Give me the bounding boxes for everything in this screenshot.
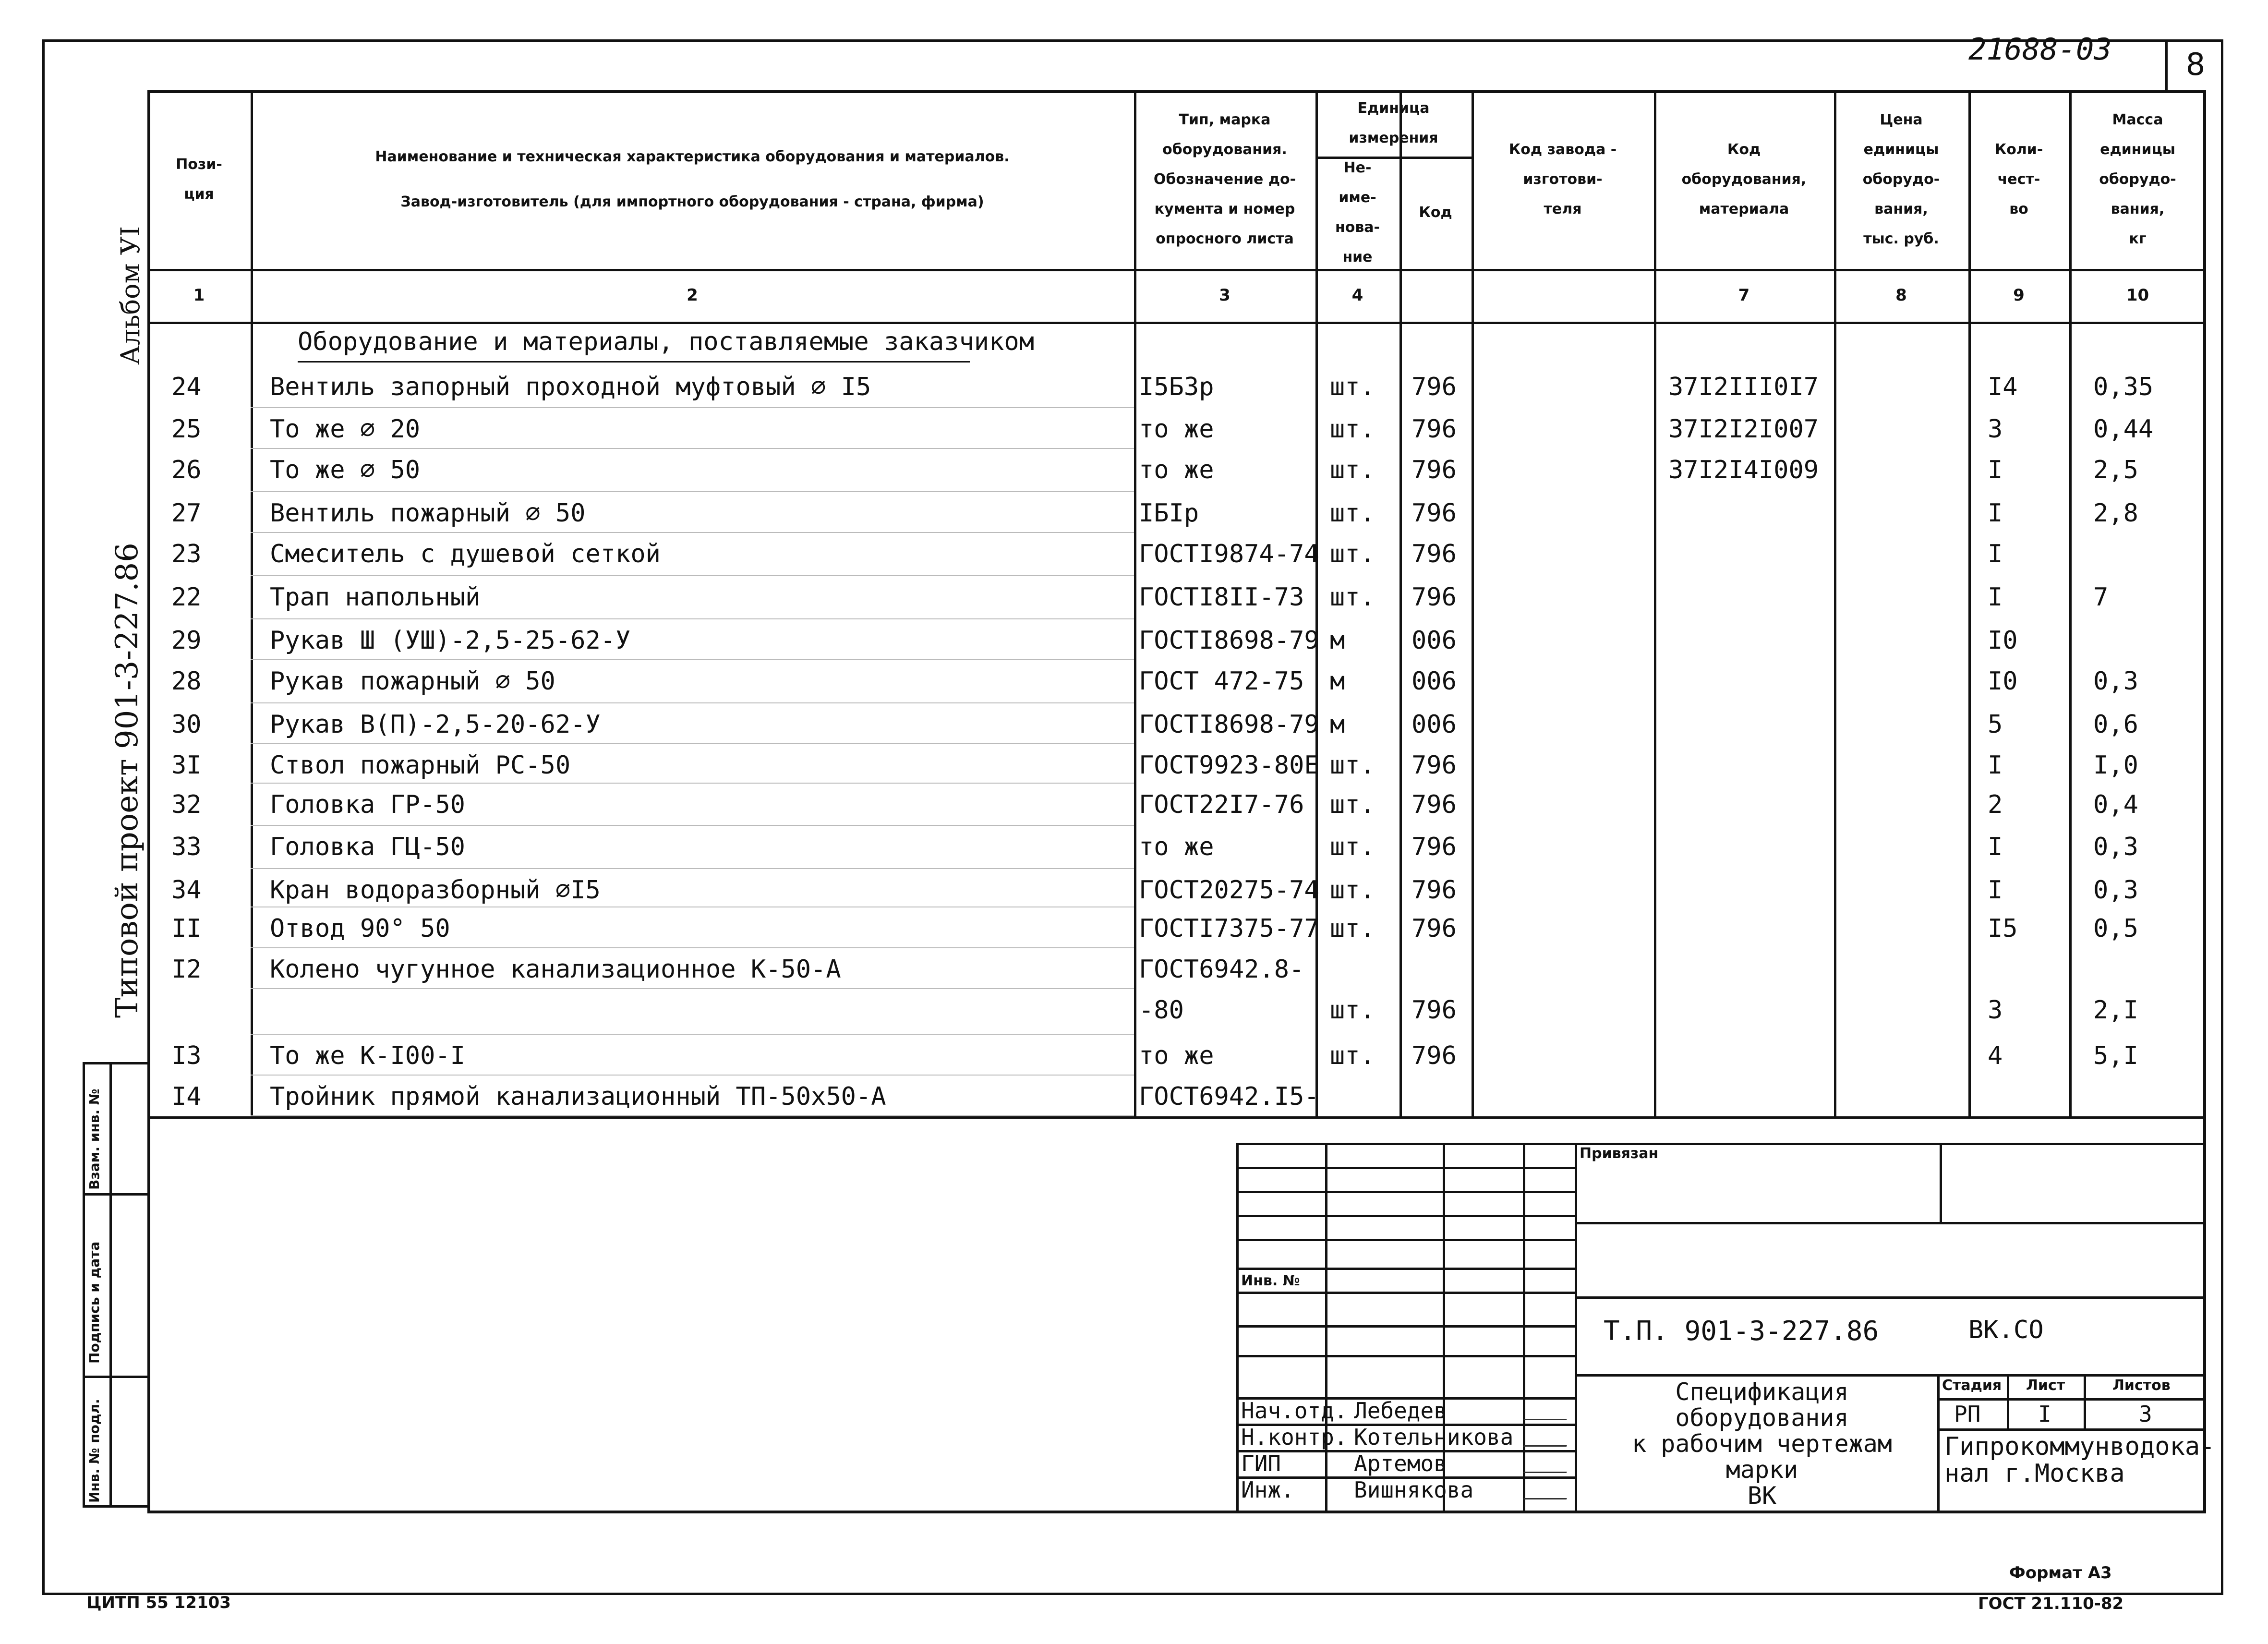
table-cell-type: ГОСТI9874-74 xyxy=(1139,540,1319,568)
signer-role: Н.контр. xyxy=(1241,1424,1348,1450)
table-cell-pos: 22 xyxy=(171,583,202,612)
table-cell-mass: 0,3 xyxy=(2093,876,2138,905)
table-cell-type: ГОСТ9923-80Е xyxy=(1139,751,1319,780)
stamp-line xyxy=(1236,1215,1575,1217)
table-cell-unit: м xyxy=(1330,710,1345,739)
table-cell-name: Головка ГЦ-50 xyxy=(270,833,465,861)
table-cell-type: I5Б3р xyxy=(1139,373,1214,401)
stamp-sheet-value: I xyxy=(2038,1401,2051,1427)
table-cell-type: то же xyxy=(1139,456,1214,484)
table-cell-mass: 2,I xyxy=(2093,996,2138,1025)
stamp-line xyxy=(1575,1374,2206,1377)
table-cell-type: ГОСТ6942.8- xyxy=(1139,955,1304,984)
table-row-line xyxy=(251,407,1134,408)
album-label: Альбом УI xyxy=(115,226,145,365)
stamp-line xyxy=(1236,1191,1575,1193)
table-cell-ucode: 796 xyxy=(1411,583,1457,612)
section-title-underline xyxy=(298,361,970,363)
format-label: Формат А3 xyxy=(2009,1563,2112,1583)
stamp-line xyxy=(1937,1374,1940,1513)
table-cell-ucode: 796 xyxy=(1411,833,1457,861)
table-cell-unit: шт. xyxy=(1330,540,1375,568)
table-cell-qty: 4 xyxy=(1988,1041,2003,1070)
stamp-line xyxy=(1236,1167,1575,1169)
signature-mark xyxy=(1523,1480,1574,1499)
table-cell-qty: 3 xyxy=(1988,996,2003,1025)
table-cell-ucode: 796 xyxy=(1411,914,1457,943)
table-cell-mass: 0,3 xyxy=(2093,667,2138,696)
table-row-line xyxy=(251,1034,1134,1035)
stamp-project-text: Т.П. 901-3-227.86 xyxy=(1604,1316,1879,1347)
stamp-stage-value: РП xyxy=(1954,1401,1981,1427)
stamp-line xyxy=(1575,1143,1577,1513)
stamp-line xyxy=(1575,1222,2206,1224)
signer-name: Артемов xyxy=(1354,1451,1447,1476)
table-cell-name: Кран водоразборный ∅I5 xyxy=(270,876,601,905)
table-cell-name: То же ∅ 20 xyxy=(270,415,421,444)
table-cell-pos: 24 xyxy=(171,373,202,401)
table-cell-mcode: 37I2I2I007 xyxy=(1668,415,1819,444)
stamp-project xyxy=(1604,1316,1879,1347)
table-cell-type: то же xyxy=(1139,833,1214,861)
table-cell-unit: шт. xyxy=(1330,373,1375,401)
table-cell-ucode: 796 xyxy=(1411,373,1457,401)
table-cell-ucode: 796 xyxy=(1411,499,1457,528)
table-cell-qty: I0 xyxy=(1988,667,2018,696)
signer-role: Нач.отд. xyxy=(1241,1398,1348,1424)
table-row-line xyxy=(251,659,1134,660)
side-stamp-replace-inv: Взам. инв. № xyxy=(86,1088,102,1190)
table-row-line xyxy=(251,448,1134,449)
table-cell-name: Колено чугунное канализационное К-50-А xyxy=(270,955,841,984)
table-cell-unit: шт. xyxy=(1330,415,1375,444)
table-row-line xyxy=(251,947,1134,948)
header-quantity: Коли- чест- во xyxy=(1994,141,2043,218)
column-number: 9 xyxy=(2013,286,2025,305)
table-cell-type: -80 xyxy=(1139,996,1184,1025)
table-cell-ucode: 006 xyxy=(1411,667,1457,696)
table-cell-mass: 7 xyxy=(2093,583,2109,612)
table-cell-mass: 0,3 xyxy=(2093,833,2138,861)
table-cell-ucode: 796 xyxy=(1411,876,1457,905)
side-stamp-signature-date: Подпись и дата xyxy=(86,1241,102,1364)
table-row-line xyxy=(251,1115,1134,1116)
table-cell-qty: I xyxy=(1988,583,2003,612)
signer-name: Лебедев xyxy=(1354,1398,1447,1424)
table-row-line xyxy=(251,491,1134,492)
table-cell-pos: 28 xyxy=(171,667,202,696)
header-unit-name: Не- име- нова- ние xyxy=(1335,159,1380,266)
column-number xyxy=(1472,269,1654,322)
table-cell-pos: I2 xyxy=(171,955,202,984)
signer-name: Котельникова xyxy=(1354,1424,1514,1450)
table-cell-mass: 5,I xyxy=(2093,1041,2138,1070)
table-cell-type: ГОСТI8II-73 xyxy=(1139,583,1304,612)
stamp-line xyxy=(1236,1292,1575,1294)
table-cell-qty: I4 xyxy=(1988,373,2018,401)
table-cell-unit: шт. xyxy=(1330,790,1375,819)
header-type: Тип, марка оборудования. Обозначение до- кумента и номер опросного листа xyxy=(1153,111,1296,247)
side-stamp-orig-inv: Инв. № подл. xyxy=(86,1399,102,1503)
table-cell-pos: 27 xyxy=(171,499,202,528)
project-side-label: Типовой проект 901-3-227.86 xyxy=(109,543,145,1018)
table-cell-name: Вентиль пожарный ∅ 50 xyxy=(270,499,586,528)
table-cell-type: ГОСТ6942.I5- xyxy=(1139,1082,1319,1111)
table-cell-type: ГОСТI8698-79 xyxy=(1139,626,1319,655)
section-title: Оборудование и материалы, поставляемые заказчиком xyxy=(298,327,1035,356)
table-cell-qty: I5 xyxy=(1988,914,2018,943)
table-cell-pos: 3I xyxy=(171,751,202,780)
table-cell-qty: 3 xyxy=(1988,415,2003,444)
table-row-line xyxy=(251,532,1134,533)
column-number: 2 xyxy=(687,286,698,305)
table-row-line xyxy=(251,743,1134,744)
table-cell-unit: шт. xyxy=(1330,751,1375,780)
table-cell-mass: 0,6 xyxy=(2093,710,2138,739)
table-cell-ucode: 796 xyxy=(1411,415,1457,444)
stamp-inv-label: Инв. № xyxy=(1241,1272,1300,1289)
table-cell-unit: шт. xyxy=(1330,499,1375,528)
table-cell-qty: I xyxy=(1988,456,2003,484)
table-cell-unit: шт. xyxy=(1330,996,1375,1025)
stamp-line xyxy=(1940,1143,1942,1224)
stamp-privyazan-label: Привязан xyxy=(1580,1145,1659,1162)
bottom-left-code: ЦИТП 55 12103 xyxy=(86,1593,231,1612)
header-position: Пози- ция xyxy=(176,156,222,203)
table-cell-ucode: 006 xyxy=(1411,710,1457,739)
signature-mark xyxy=(1523,1454,1574,1473)
table-cell-qty: I xyxy=(1988,833,2003,861)
table-cell-name: Тройник прямой канализационный ТП-50х50-А xyxy=(270,1082,886,1111)
stamp-line xyxy=(1236,1268,1575,1270)
table-cell-unit: шт. xyxy=(1330,914,1375,943)
table-cell-pos: I3 xyxy=(171,1041,202,1070)
table-cell-mcode: 37I2III0I7 xyxy=(1668,373,1819,401)
header-plant-code: Код завода - изготови- теля xyxy=(1508,141,1617,218)
signer-role: Инж. xyxy=(1241,1477,1294,1503)
table-cell-qty: I xyxy=(1988,499,2003,528)
table-cell-qty: I xyxy=(1988,751,2003,780)
table-cell-ucode: 796 xyxy=(1411,540,1457,568)
header-material-code: Код оборудования, материала xyxy=(1681,141,1807,218)
table-cell-ucode: 796 xyxy=(1411,1041,1457,1070)
table-cell-pos: 25 xyxy=(171,415,202,444)
stamp-code: ВК.СО xyxy=(1968,1316,2044,1344)
table-cell-type: ГОСТI7375-77 xyxy=(1139,914,1319,943)
table-cell-type: IБIр xyxy=(1139,499,1199,528)
table-cell-unit: шт. xyxy=(1330,833,1375,861)
table-cell-mass: 0,4 xyxy=(2093,790,2138,819)
table-cell-qty: 5 xyxy=(1988,710,2003,739)
stamp-line xyxy=(1937,1428,2206,1431)
table-cell-unit: м xyxy=(1330,667,1345,696)
table-cell-type: ГОСТ22I7-76 xyxy=(1139,790,1304,819)
table-cell-name: Ствол пожарный РС-50 xyxy=(270,751,571,780)
column-number: 10 xyxy=(2126,286,2149,305)
side-stamp-divider xyxy=(109,1062,112,1508)
table-cell-name: Отвод 90° 50 xyxy=(270,914,450,943)
table-cell-type: то же xyxy=(1139,1041,1214,1070)
stamp-line xyxy=(1937,1398,2206,1401)
stamp-sheets-label: Листов xyxy=(2112,1377,2171,1394)
header-unit-code: Код xyxy=(1419,204,1452,221)
document-number: 21688-03 xyxy=(1968,32,2112,67)
stamp-line xyxy=(1325,1143,1327,1513)
table-row-line xyxy=(251,783,1134,784)
table-cell-ucode: 796 xyxy=(1411,751,1457,780)
column-number: 1 xyxy=(193,286,205,305)
signer-name: Вишнякова xyxy=(1354,1477,1474,1503)
table-cell-ucode: 796 xyxy=(1411,996,1457,1025)
stamp-line xyxy=(1236,1355,1575,1357)
table-cell-name: Трап напольный xyxy=(270,583,481,612)
stamp-line xyxy=(1523,1143,1525,1513)
sheet-corner-box xyxy=(2165,39,2223,90)
signature-mark xyxy=(1523,1401,1574,1420)
table-cell-name: Смеситель с душевой сеткой xyxy=(270,540,661,568)
header-mass: Масса единицы оборудо- вания, кг xyxy=(2099,111,2176,247)
table-row-line xyxy=(251,825,1134,826)
side-stamp-divider xyxy=(83,1376,150,1378)
table-cell-name: То же К-I00-I xyxy=(270,1041,465,1070)
stamp-line xyxy=(2007,1374,2009,1428)
table-row-line xyxy=(251,618,1134,619)
table-cell-type: ГОСТ20275-74 xyxy=(1139,876,1319,905)
column-number: 4 xyxy=(1351,286,1363,305)
table-cell-pos: 29 xyxy=(171,626,202,655)
table-cell-pos: 30 xyxy=(171,710,202,739)
signer-role: ГИП xyxy=(1241,1451,1281,1476)
side-stamp-divider xyxy=(83,1193,150,1196)
table-row-line xyxy=(251,1075,1134,1076)
table-cell-pos: 32 xyxy=(171,790,202,819)
table-cell-qty: I xyxy=(1988,540,2003,568)
table-cell-name: Вентиль запорный проходной муфтовый ∅ I5 xyxy=(270,373,871,401)
table-row-line xyxy=(251,988,1134,989)
header-name: Наименование и техническая характеристика оборудования и материалов. Завод-изготовитель (для импортного оборудования - страна, фирма) xyxy=(375,148,1010,210)
column-number: 3 xyxy=(1219,286,1231,305)
table-cell-name: То же ∅ 50 xyxy=(270,456,421,484)
table-cell-unit: шт. xyxy=(1330,583,1375,612)
table-cell-pos: 34 xyxy=(171,876,202,905)
table-cell-type: ГОСТI8698-79 xyxy=(1139,710,1319,739)
table-cell-mass: 2,8 xyxy=(2093,499,2138,528)
table-cell-mass: 0,44 xyxy=(2093,415,2154,444)
header-price: Цена единицы оборудо- вания, тыс. руб. xyxy=(1862,111,1940,247)
table-bottom-line xyxy=(147,1116,2206,1119)
table-cell-mass: 0,5 xyxy=(2093,914,2138,943)
table-row-line xyxy=(251,868,1134,869)
table-cell-type: ГОСТ 472-75 xyxy=(1139,667,1304,696)
stamp-sheets-value: 3 xyxy=(2139,1401,2152,1427)
column-number: 8 xyxy=(1895,286,1907,305)
table-number-line xyxy=(147,322,2206,324)
table-cell-pos: 26 xyxy=(171,456,202,484)
table-cell-ucode: 006 xyxy=(1411,626,1457,655)
stamp-stage-label: Стадия xyxy=(1942,1377,2002,1394)
table-row-line xyxy=(251,702,1134,703)
table-cell-mass: I,0 xyxy=(2093,751,2138,780)
table-cell-unit: шт. xyxy=(1330,876,1375,905)
header-unit: Единица измерения xyxy=(1349,100,1438,146)
table-cell-qty: 2 xyxy=(1988,790,2003,819)
stamp-line xyxy=(1236,1239,1575,1241)
stamp-line xyxy=(2084,1374,2086,1428)
table-row-line xyxy=(251,575,1134,576)
table-cell-type: то же xyxy=(1139,415,1214,444)
gost-label: ГОСТ 21.110-82 xyxy=(1978,1594,2124,1613)
table-cell-name: Рукав пожарный ∅ 50 xyxy=(270,667,555,696)
table-cell-mass: 0,35 xyxy=(2093,373,2154,401)
table-cell-name: Рукав В(П)-2,5-20-62-У xyxy=(270,710,601,739)
table-cell-pos: II xyxy=(171,914,202,943)
stamp-line xyxy=(1236,1325,1575,1328)
table-cell-ucode: 796 xyxy=(1411,790,1457,819)
table-cell-pos: 23 xyxy=(171,540,202,568)
table-cell-name: Головка ГР-50 xyxy=(270,790,465,819)
table-cell-mass: 2,5 xyxy=(2093,456,2138,484)
table-cell-pos: I4 xyxy=(171,1082,202,1111)
table-cell-qty: I0 xyxy=(1988,626,2018,655)
signature-mark xyxy=(1523,1427,1574,1447)
table-cell-name: Рукав Ш (УШ)-2,5-25-62-У xyxy=(270,626,631,655)
table-cell-unit: шт. xyxy=(1330,1041,1375,1070)
column-number xyxy=(1399,269,1472,322)
table-cell-pos: 33 xyxy=(171,833,202,861)
stamp-sheet-label: Лист xyxy=(2026,1377,2065,1394)
table-cell-unit: м xyxy=(1330,626,1345,655)
sheet-corner-number: 8 xyxy=(2185,47,2206,83)
stamp-organization: Гипрокоммунводока- нал г.Москва xyxy=(1944,1432,2215,1488)
stamp-title: Спецификация оборудования к рабочим чертежам марки ВК xyxy=(1632,1378,1892,1510)
table-cell-unit: шт. xyxy=(1330,456,1375,484)
column-number: 7 xyxy=(1738,286,1750,305)
stamp-line xyxy=(1575,1296,2206,1299)
table-cell-qty: I xyxy=(1988,876,2003,905)
table-cell-ucode: 796 xyxy=(1411,456,1457,484)
table-cell-mcode: 37I2I4I009 xyxy=(1668,456,1819,484)
